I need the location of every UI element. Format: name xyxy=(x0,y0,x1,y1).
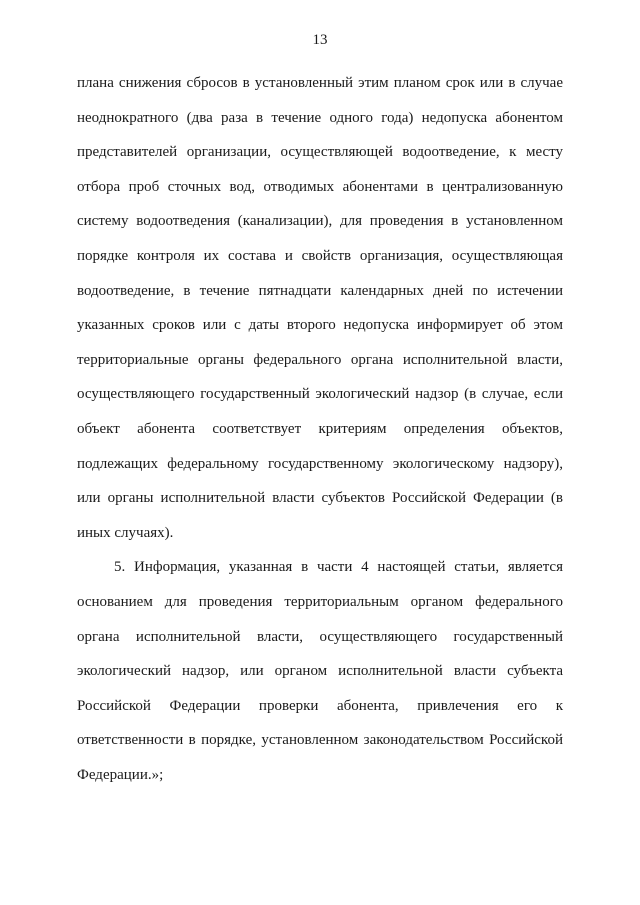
text-line: подлежащих федеральному государственному экологическому надзору), xyxy=(77,455,563,472)
text-line: водоотведение, в течение пятнадцати календарных дней по истечении xyxy=(77,282,563,299)
text-line: порядке контроля их состава и свойств организация, осуществляющая xyxy=(77,247,563,264)
text-line: объект абонента соответствует критериям определения объектов, xyxy=(77,420,563,437)
text-line: неоднократного (два раза в течение одного года) недопуска абонентом xyxy=(77,109,563,126)
text-line: плана снижения сбросов в установленный этим планом срок или в случае xyxy=(77,75,563,91)
paragraph-continued xyxy=(77,66,563,550)
text-line: экологический надзор, или органом исполнительной власти субъекта xyxy=(77,663,563,680)
text-line: территориальные органы федерального органа исполнительной власти, xyxy=(77,351,563,368)
text-line: 5. Информация, указанная в части 4 настоящей статьи, является xyxy=(114,559,563,576)
text-line: или органы исполнительной власти субъектов Российской Федерации (в xyxy=(77,490,563,507)
text-line: ответственности в порядке, установленном законодательством Российской xyxy=(77,732,563,749)
page-number: 13 xyxy=(312,32,328,48)
text-line: иных случаях). xyxy=(77,524,174,541)
text-line: основанием для проведения территориальным органом федерального xyxy=(77,593,563,610)
text-line: Российской Федерации проверки абонента, привлечения его к xyxy=(77,697,563,714)
text-line: отбора проб сточных вод, отводимых абонентами в централизованную xyxy=(77,178,563,195)
text-line: представителей организации, осуществляющей водоотведение, к месту xyxy=(77,144,563,161)
document-body xyxy=(77,66,563,792)
text-line: Федерации.»; xyxy=(77,766,164,783)
text-line: указанных сроков или с даты второго недопуска информирует об этом xyxy=(77,317,563,334)
text-line: органа исполнительной власти, осуществляющего государственный xyxy=(77,628,563,645)
text-line: осуществляющего государственный экологический надзор (в случае, если xyxy=(77,386,563,403)
paragraph-item-5 xyxy=(77,550,563,792)
text-line: систему водоотведения (канализации), для проведения в установленном xyxy=(77,213,563,230)
